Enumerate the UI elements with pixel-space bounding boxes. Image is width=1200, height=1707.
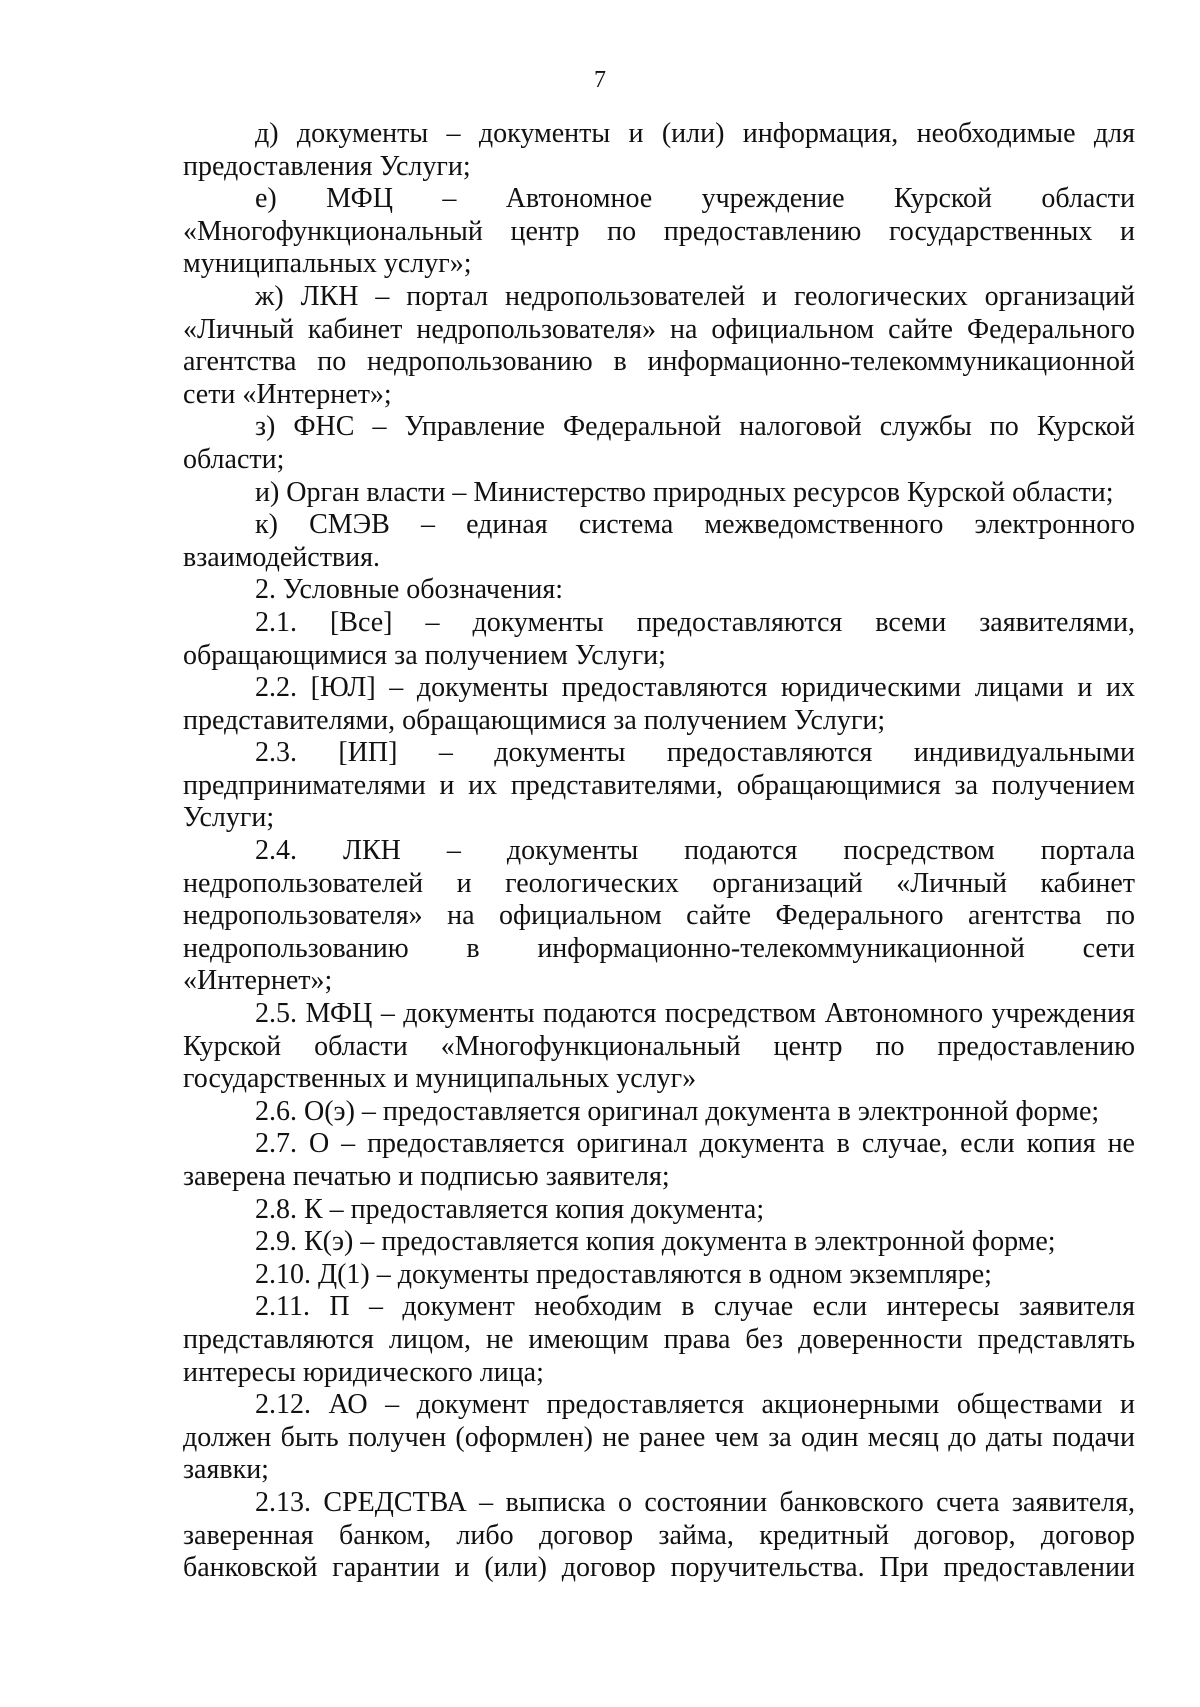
notation-2-12: 2.12. АО – документ предоставляется акционерными обществами и должен быть получен (оформлен) не ранее чем за один месяц до даты подачи заявки; xyxy=(183,1389,1135,1486)
notation-2-10: 2.10. Д(1) – документы предоставляются в одном экземпляре; xyxy=(255,1258,992,1290)
notation-2-13: 2.13. СРЕДСТВА – выписка о состоянии банковского счета заявителя, заверенная банком, либо договор займа, кредитный договор, договор банковской гарантии и (или) договор поручительства. При предоставлении xyxy=(183,1486,1135,1584)
notation-2-5: 2.5. МФЦ – документы подаются посредством Автономного учреждения Курской области «Многофункциональный центр по предоставлению государственных и муниципальных услуг» xyxy=(183,998,1135,1095)
definition-authority: и) Орган власти – Министерство природных ресурсов Курской области; xyxy=(255,476,1114,508)
notation-2-11: 2.11. П – документ необходим в случае если интересы заявителя представляются лицом, не имеющим права без доверенности представлять интересы юридического лица; xyxy=(183,1291,1135,1388)
notation-2-3: 2.3. [ИП] – документы предоставляются индивидуальными предпринимателями и их представителями, обращающимися за получением Услуги; xyxy=(183,737,1135,834)
notation-2-6: 2.6. О(э) – предоставляется оригинал документа в электронной форме; xyxy=(255,1095,1100,1127)
notation-2-7: 2.7. О – предоставляется оригинал документа в случае, если копия не заверена печатью и подписью заявителя; xyxy=(183,1128,1135,1192)
notation-2-4: 2.4. ЛКН – документы подаются посредством портала недропользователей и геологических организаций «Личный кабинет недропользователя» на официальном сайте Федерального агентства по недропользованию в информационно-телекоммуникационной сети «Интернет»; xyxy=(183,835,1135,997)
definition-documents: д) документы – документы и (или) информация, необходимые для предоставления Услуги; xyxy=(183,118,1135,182)
definition-fns: з) ФНС – Управление Федеральной налоговой службы по Курской области; xyxy=(183,411,1135,475)
definition-mfc: е) МФЦ – Автономное учреждение Курской области «Многофункциональный центр по предоставлению государственных и муниципальных услуг»; xyxy=(183,183,1135,280)
definition-lkn: ж) ЛКН – портал недропользователей и геологических организаций «Личный кабинет недропользователя» на официальном сайте Федерального агентства по недропользованию в информационно-телекоммуникационной сети «Интернет»; xyxy=(183,280,1135,410)
page-number: 7 xyxy=(594,67,606,93)
notation-2-1: 2.1. [Все] – документы предоставляются всеми заявителями, обращающимися за получением Услуги; xyxy=(183,606,1135,671)
section-heading-notation: 2. Условные обозначения: xyxy=(255,574,564,606)
notation-2-2: 2.2. [ЮЛ] – документы предоставляются юридическими лицами и их представителями, обращающимися за получением Услуги; xyxy=(183,672,1135,736)
notation-2-8: 2.8. К – предоставляется копия документа; xyxy=(255,1193,765,1225)
document-body xyxy=(183,118,1135,1585)
definition-smev: к) СМЭВ – единая система межведомственного электронного взаимодействия. xyxy=(183,509,1135,573)
notation-2-9: 2.9. К(э) – предоставляется копия документа в электронной форме; xyxy=(255,1226,1056,1258)
